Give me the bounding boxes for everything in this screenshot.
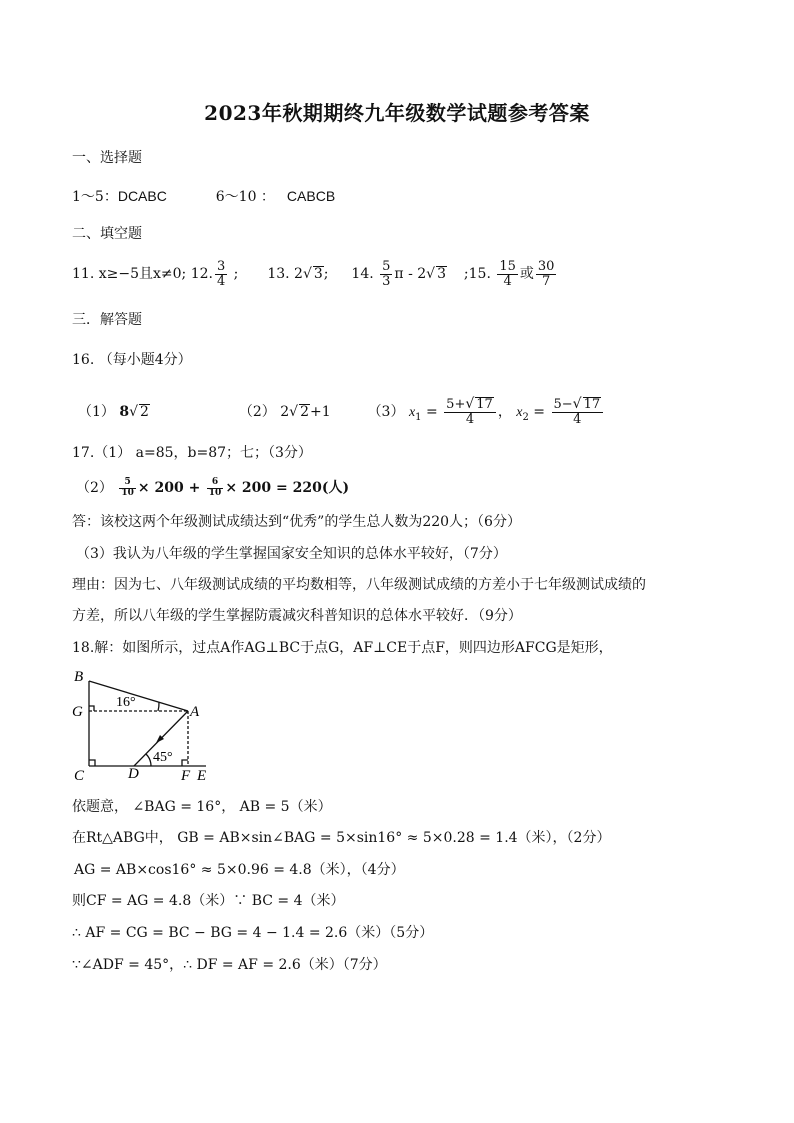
q16-p1-label: （1） xyxy=(78,404,115,420)
label-d: D xyxy=(128,766,139,782)
geometry-diagram xyxy=(66,664,226,786)
sqrt-symbol-icon: √ xyxy=(426,266,436,282)
q16-x1-sub: 1 xyxy=(415,411,422,423)
q15-num1: 15 xyxy=(499,258,516,274)
q16-x1-fraction xyxy=(444,397,496,427)
q17-line2 xyxy=(76,474,349,502)
q13-coef: 2 xyxy=(294,266,303,282)
label-g: G xyxy=(72,704,83,720)
q14-fraction xyxy=(380,260,392,288)
q17-line2-mid: × 200 + xyxy=(137,480,201,496)
q17-f2-den: 10 xyxy=(208,487,222,498)
label-f: F xyxy=(181,768,191,784)
sqrt-symbol-icon: √ xyxy=(302,266,312,282)
q16-x2-num-a: 5− xyxy=(553,397,573,413)
right-angle-g-icon xyxy=(89,706,94,711)
section2-heading: 二、填空题 xyxy=(72,226,142,242)
q17-f1-num: 5 xyxy=(119,478,136,488)
sqrt-symbol-icon: √ xyxy=(289,404,299,420)
q6-10-label: 6～10 ： xyxy=(215,189,275,205)
q16-x2-radicand: 17 xyxy=(583,397,601,413)
label-e: E xyxy=(197,768,207,784)
label-a: A xyxy=(190,704,200,720)
q16-x2-num xyxy=(552,397,604,413)
q12-num: 3 xyxy=(216,258,226,274)
angle-45-label: 45° xyxy=(153,750,173,765)
q15-num2: 30 xyxy=(537,258,555,274)
q16-p1-coef: 8 xyxy=(119,404,130,420)
q12-fraction xyxy=(215,260,227,288)
q17-line2-end: × 200 = 220(人) xyxy=(225,480,350,496)
right-angle-f-icon xyxy=(182,760,188,766)
q14-label: 14. xyxy=(351,266,374,282)
q1-5-label: 1～5： xyxy=(72,189,118,205)
q16-p2-radicand: 2 xyxy=(300,404,310,420)
q12-label: 12. xyxy=(190,266,213,282)
q15-den1: 4 xyxy=(503,273,512,289)
q16-x2-var: x xyxy=(516,405,523,420)
sqrt-symbol-icon: √ xyxy=(572,396,582,413)
q14-den: 3 xyxy=(382,273,391,289)
q15-den2: 7 xyxy=(542,273,551,289)
q16-p2-tail: +1 xyxy=(310,404,331,420)
section3-heading: 三．解答题 xyxy=(72,312,142,328)
label-c: C xyxy=(74,768,85,784)
q16-heading: 16. （每小题4分） xyxy=(72,352,192,368)
q14-radicand: 3 xyxy=(437,266,447,282)
q18-line2: 依题意， ∠BAG = 16°， AB = 5（米） xyxy=(72,799,332,815)
angle-arc-16-icon xyxy=(158,702,159,711)
q18-line7: ∵∠ADF = 45°，∴ DF = AF = 2.6（米）（7分） xyxy=(72,957,387,973)
q16-x2-sub: 2 xyxy=(522,411,529,423)
q14-tail: π - 2 xyxy=(394,266,427,282)
q17-line1: 17.（1） a=85，b=87；七；（3分） xyxy=(72,445,312,461)
q17-f2-num: 6 xyxy=(207,478,224,488)
q17-line2-label: （2） xyxy=(76,480,113,496)
q17-f1-den: 10 xyxy=(121,487,134,498)
right-angle-c-icon xyxy=(89,760,95,766)
q18-line1: 18.解：如图所示，过点A作AG⊥BC于点G，AF⊥CE于点F，则四边形AFCG是矩形， xyxy=(72,640,613,656)
q16-x1-var: x xyxy=(408,405,416,420)
q16-p1-radicand: 2 xyxy=(140,404,149,420)
q15-fraction-2 xyxy=(536,260,557,288)
label-b: B xyxy=(74,669,84,685)
section1-heading: 一、选择题 xyxy=(72,150,142,166)
q15-label: ;15. xyxy=(463,266,491,282)
q16-p3-label: （3） xyxy=(367,404,405,420)
q13-label: 13. xyxy=(267,266,290,282)
q15-fraction-1 xyxy=(497,260,518,288)
q16-x2-den: 4 xyxy=(573,412,582,428)
q1-5-value: DCABC xyxy=(117,188,167,204)
segment-ba xyxy=(89,681,188,711)
q15-or: 或 xyxy=(519,266,534,282)
q14-num: 5 xyxy=(382,258,391,274)
q1-10-answers xyxy=(72,186,335,207)
q16-p2-coef: 2 xyxy=(280,404,290,420)
q18-line4: AG = AB×cos16° ≈ 5×0.96 = 4.8（米），（4分） xyxy=(74,862,405,878)
angle-arc-45-icon xyxy=(146,754,151,766)
sqrt-symbol-icon: √ xyxy=(129,404,139,420)
fill-blank-answers: 11. x≥−5且x≠0; 12. $\frac{3}{4}$ ; 13. 2√ 3; 14. $\frac{5}{3}$ π - 2√ 3 ;15. $\frac{15}{4}$ 或 $\frac{30}{7}$ xyxy=(72,258,555,289)
sqrt-symbol-icon: √ xyxy=(465,396,475,413)
q18-line6: ∴ AF = CG = BC − BG = 4 − 1.4 = 2.6（米）（5分） xyxy=(72,925,434,941)
q12-den: 4 xyxy=(216,273,226,289)
q6-10-value: CABCB xyxy=(286,188,336,204)
q11-answer: 11. x≥−5且x≠0; xyxy=(72,266,187,282)
page-title: 2023年秋期期终九年级数学试题参考答案 xyxy=(204,101,590,125)
q16-answers: （1） 8√ 2 （2） 2√ 2+1 （3） $x_1$ = $\frac{5+√ 17}{4}$ ， $x_2$ = $\frac{5-√ 17}{4}$ xyxy=(78,392,605,438)
q13-radicand: 3 xyxy=(313,266,323,282)
q18-line5: 则CF = AG = 4.8（米）∵ BC = 4（米） xyxy=(72,893,345,909)
angle-16-label: 16° xyxy=(116,695,136,710)
q16-x1-den: 4 xyxy=(465,412,475,428)
q17-line3: 答：该校这两个年级测试成绩达到“优秀”的学生总人数为220人；（6分） xyxy=(72,514,521,530)
q17-line4: （3）我认为八年级的学生掌握国家安全知识的总体水平较好，（7分） xyxy=(76,546,507,562)
q16-p2-label: （2） xyxy=(238,404,276,420)
q17-fraction-1 xyxy=(119,478,136,498)
q16-x2-fraction xyxy=(552,397,604,427)
q16-x1-radicand: 17 xyxy=(476,397,493,413)
q17-fraction-2 xyxy=(207,478,224,498)
q16-x1-num xyxy=(444,397,496,413)
q18-line3: 在Rt△ABG中， GB = AB×sin∠BAG = 5×sin16° ≈ 5×0.28 = 1.4（米），（2分） xyxy=(72,830,611,846)
q17-line5: 理由：因为七、八年级测试成绩的平均数相等，八年级测试成绩的方差小于七年级测试成绩的 xyxy=(72,577,646,593)
q17-line6: 方差，所以八年级的学生掌握防震减灾科普知识的总体水平较好．（9分） xyxy=(72,608,522,624)
q16-x1-num-a: 5+ xyxy=(446,397,466,413)
